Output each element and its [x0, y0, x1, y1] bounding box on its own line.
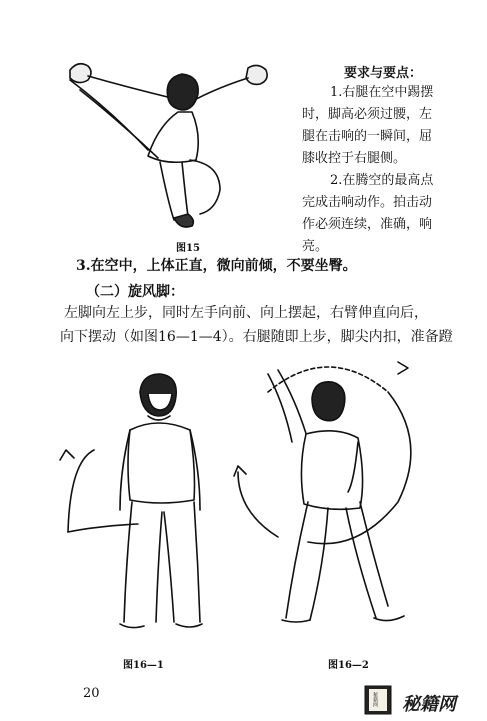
figure-15-caption: 图15 — [176, 243, 200, 254]
figure-16-1-standing — [50, 372, 220, 647]
paragraph-line: 向下摆动（如图16—1—4）。右腿随即上步，脚尖内扣，准备蹬 — [60, 329, 453, 345]
requirement-line: 时，脚高必须过腰，左 — [302, 107, 433, 122]
figure-15-flying-kick — [40, 50, 290, 245]
requirements-title: 要求与要点： — [344, 66, 423, 81]
section-title: （二）旋风脚： — [86, 284, 184, 300]
point-3-text: 3.在空中，上体正直，微向前倾，不要坐臀。 — [76, 258, 357, 274]
requirements-block — [302, 82, 478, 258]
watermark-badge-text: 秘籍网 — [372, 692, 378, 707]
watermark-text: 秘籍网 — [402, 694, 456, 715]
requirement-line: 2.在腾空的最高点 — [330, 173, 434, 188]
requirement-line: 腿在击响的一瞬间，屈 — [302, 129, 433, 144]
requirement-line: 1.右腿在空中踢摆 — [330, 85, 434, 100]
paragraph-line: 左脚向左上步，同时左手向前、向上摆起，右臂伸直向后， — [64, 305, 428, 321]
watermark-logo — [362, 683, 482, 717]
requirement-line: 膝收控于右腿侧。 — [302, 151, 407, 166]
requirement-line: 作必须连续，准确，响 — [302, 217, 433, 232]
book-icon — [362, 683, 396, 717]
figure-16-2-arm-swing — [228, 352, 428, 642]
page-number: 20 — [83, 686, 100, 701]
requirement-line: 完成击响动作。拍击动 — [302, 195, 433, 210]
figure-16-1-caption: 图16—1 — [123, 660, 164, 671]
requirement-line: 亮。 — [302, 239, 329, 254]
figure-16-2-caption: 图16—2 — [328, 660, 369, 671]
